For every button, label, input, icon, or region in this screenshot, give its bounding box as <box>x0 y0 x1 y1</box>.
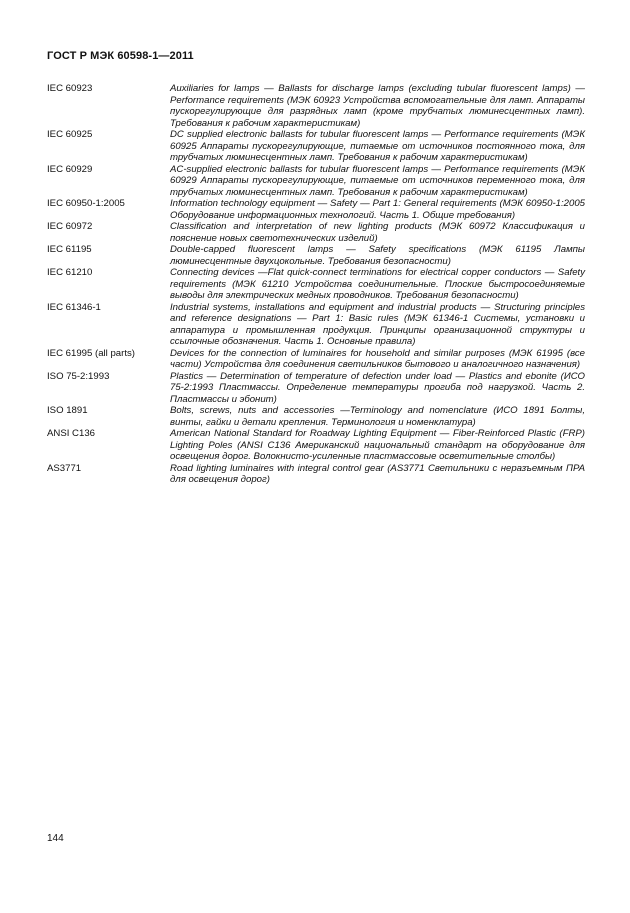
reference-code: IEC 60925 <box>47 129 93 140</box>
reference-row <box>47 83 585 129</box>
reference-description: Devices for the connection of luminaires for household and similar purposes (МЭК 61995 (все части) Устройства для соединения светильников бытового и аналогичного назначения) <box>170 347 585 370</box>
reference-description: DC supplied electronic ballasts for tubular fluorescent lamps — Performance requirements (МЭК 60925 Аппараты пускорегулирующие, питаемые от источников постоянного тока, для трубчатых люминесцентных ламп. Требования к рабочим характеристикам) <box>170 129 585 163</box>
reference-description: Information technology equipment — Safety — Part 1: General requirements (МЭК 60950-1:2005 Оборудование информационных технологий. Часть 1. Общие требования) <box>170 198 585 221</box>
reference-description: AC-supplied electronic ballasts for tubular fluorescent lamps — Performance requirements (МЭК 60929 Аппараты пускорегулирующие, питаемые от источников переменного тока, для трубчатых люминесцентных ламп. Требования к рабочим характеристикам) <box>170 163 585 198</box>
reference-description: Classification and interpretation of new lighting products (МЭК 60972 Классификация и пояснение новых светотехнических изделий) <box>170 221 585 244</box>
reference-description: Auxiliaries for lamps — Ballasts for discharge lamps (excluding tubular fluorescent lamps) — Performance requirements (МЭК 60923 Устройства вспомогательные для ламп. Аппараты пускорегулирующие для разрядных ламп (кроме трубчатых люминесцентных ламп). Требования к рабочим характеристикам) <box>170 83 585 129</box>
reference-description: American National Standard for Roadway Lighting Equipment — Fiber-Reinforced Plastic (FRP) Lighting Poles (ANSI C136 Американский национальный стандарт на оборудование для освещения дорог. Волокнисто-усиленные пластмассовые осветительные столбы) <box>170 428 585 462</box>
reference-code: AS3771 <box>47 462 82 474</box>
reference-description: Industrial systems, installations and equipment and industrial products — Structuring principles and reference designations — Part 1: Basic rules (МЭК 61346-1 Системы, установки и аппаратура и промышленная продукция. Принципы организационной структуры и ссылочные обозначения. Часть 1. Основные правила) <box>170 301 585 347</box>
reference-code: IEC 60972 <box>47 221 93 232</box>
reference-code: ANSI C136 <box>47 428 95 439</box>
reference-row <box>47 463 585 486</box>
reference-code: IEC 60950-1:2005 <box>47 198 125 209</box>
reference-code: IEC 60929 <box>47 163 93 175</box>
reference-code: ISO 75-2:1993 <box>47 370 110 382</box>
reference-row <box>47 267 585 302</box>
reference-row <box>47 198 585 221</box>
page-number: 144 <box>47 833 64 844</box>
reference-code: IEC 61995 (all parts) <box>47 347 135 359</box>
reference-description: Plastics — Determination of temperature of defection under load — Plastics and ebonite (ИСО 75-2:1993 Пластмассы. Определение температуры прогиба под нагрузкой. Часть 2. Пластмассы и эбонит) <box>170 370 585 405</box>
reference-code: IEC 60923 <box>47 83 93 94</box>
reference-code: IEC 61195 <box>47 244 92 255</box>
reference-list <box>47 83 585 486</box>
document-header: ГОСТ Р МЭК 60598-1—2011 <box>47 50 194 62</box>
reference-code: ISO 1891 <box>47 405 88 416</box>
reference-row <box>47 405 585 428</box>
reference-row <box>47 371 585 406</box>
reference-row <box>47 428 585 463</box>
reference-code: IEC 61346-1 <box>47 301 101 313</box>
reference-row <box>47 348 585 371</box>
reference-description: Bolts, screws, nuts and accessories —Terminology and nomenclature (ИСО 1891 Болты, винты, гайки и детали крепления. Терминология и номенклатура) <box>170 405 585 428</box>
reference-row <box>47 129 585 164</box>
reference-description: Connecting devices —Flat quick-connect terminations for electrical copper conductors — Safety requirements (МЭК 61210 Устройства соединительные. Плоские быстросоединяемые выводы для электрических медных проводников. Требования безопасности) <box>170 267 585 301</box>
reference-row <box>47 244 585 267</box>
reference-row <box>47 302 585 348</box>
reference-code: IEC 61210 <box>47 267 93 278</box>
reference-row <box>47 164 585 199</box>
reference-description: Double-capped fluorescent lamps — Safety specifications (МЭК 61195 Лампы люминесцентные двухцокольные. Требования безопасности) <box>170 244 585 267</box>
reference-description: Road lighting luminaires with integral control gear (AS3771 Светильники с неразъемным ПРА для освещения дорог) <box>170 462 585 485</box>
reference-row <box>47 221 585 244</box>
